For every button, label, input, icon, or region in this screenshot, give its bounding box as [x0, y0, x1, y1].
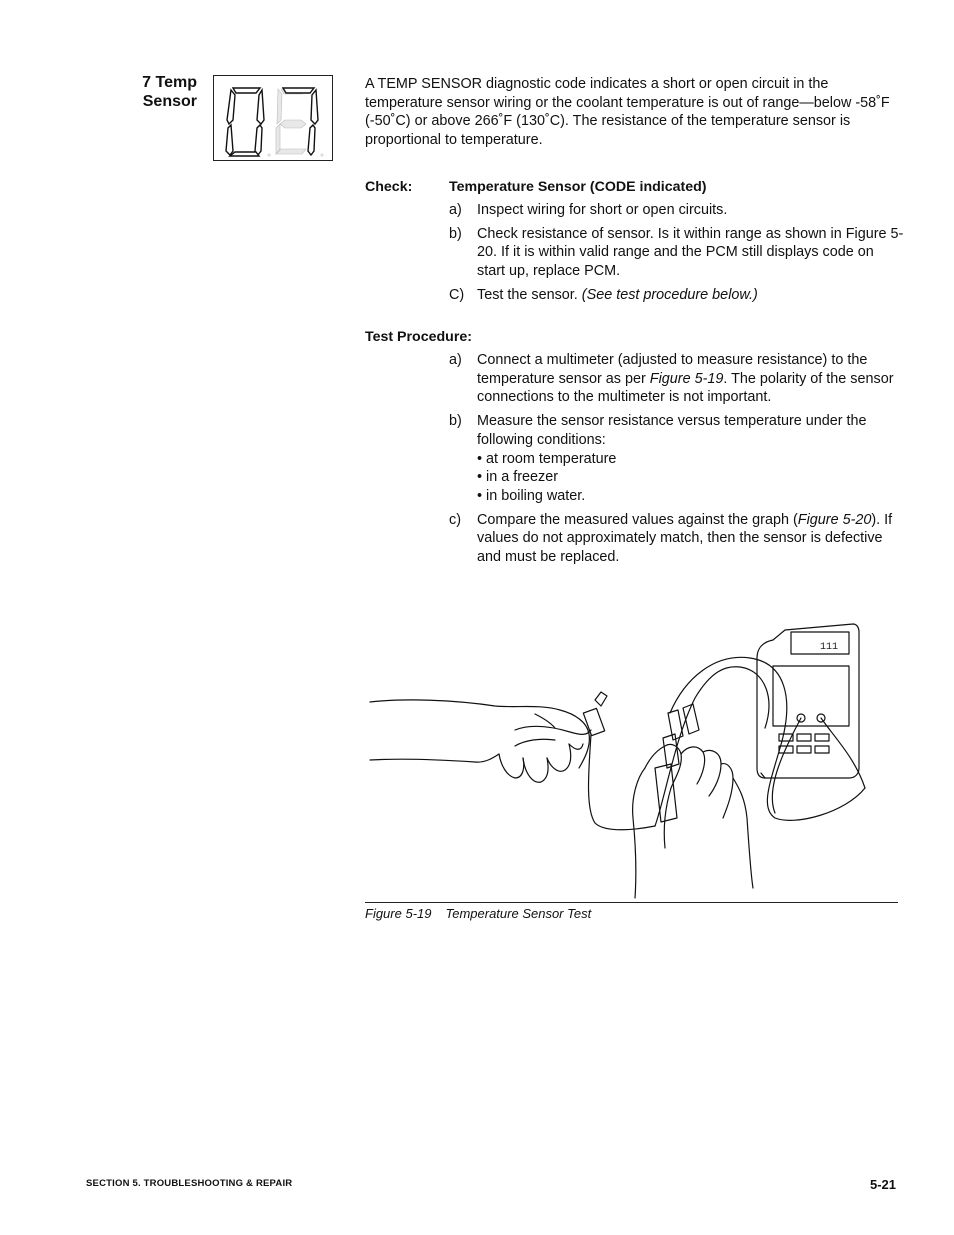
intro-paragraph: A TEMP SENSOR diagnostic code indicates a short or open circuit in the temperature sensor wiring or the coolant temperature is out of range—below -58˚F (-50˚C) or above 266˚F (130˚C). The resistance of the temperature sensor is proportional to temperature. — [365, 76, 890, 149]
section-title — [100, 73, 197, 111]
step-marker: c) — [449, 511, 461, 528]
step-text: Compare the measured values against the graph ( — [477, 511, 798, 528]
step-marker: b) — [449, 225, 462, 242]
page-number: 5-21 — [869, 1177, 896, 1192]
step-text: Connect a multimeter (adjusted to measure resistance) to the temperature sensor as per — [477, 352, 868, 387]
step-marker: a) — [449, 202, 462, 218]
figure-caption — [365, 906, 591, 921]
list-item — [449, 412, 904, 506]
list-item — [449, 511, 904, 567]
condition-bullet: • in boiling water. — [477, 487, 586, 504]
step-text: Measure the sensor resistance versus temperature under the following conditions: — [477, 413, 867, 448]
step-text: Test the sensor. — [477, 286, 578, 303]
section-title-line2: Sensor — [142, 93, 197, 110]
step-text: Check resistance of sensor. Is it within range as shown in Figure 5-20. If it is within valid range and the PCM still displays code on start up, replace PCM. — [477, 225, 904, 280]
check-steps — [449, 201, 904, 310]
check-heading: Temperature Sensor (CODE indicated) — [449, 179, 707, 195]
footer-section: SECTION 5. TROUBLESHOOTING & REPAIR — [86, 1178, 293, 1189]
check-label: Check: — [365, 179, 413, 195]
diagnostic-code-display — [213, 75, 333, 161]
step-text-cont: . The polarity of the sensor connections to the multimeter is not important. — [477, 370, 894, 406]
step-text-cont: ). If values do not approximately match, then the sensor is defective and must be replaced. — [477, 511, 893, 566]
list-item — [449, 225, 904, 281]
seven-segment-07-icon — [214, 76, 334, 162]
step-marker: a) — [449, 352, 462, 368]
figure-reference: Figure 5-19 — [649, 370, 724, 387]
condition-bullet: • at room temperature — [477, 450, 617, 467]
step-italic-note: (See test procedure below.) — [581, 286, 758, 303]
figure-rule — [365, 902, 898, 903]
list-item — [449, 286, 904, 305]
step-marker: b) — [449, 413, 462, 430]
list-item — [449, 351, 904, 407]
test-procedure-label: Test Procedure: — [365, 329, 472, 345]
figure-number: Figure 5-19 — [365, 906, 432, 921]
figure-title: Temperature Sensor Test — [445, 906, 592, 921]
list-item — [449, 201, 904, 220]
figure-illustration — [365, 618, 898, 900]
test-procedure-steps — [449, 351, 904, 572]
meter-reading: 111 — [820, 642, 839, 653]
step-marker: C) — [449, 286, 465, 303]
figure-reference: Figure 5-20 — [797, 511, 872, 528]
condition-bullet: • in a freezer — [477, 469, 559, 486]
step-text: Inspect wiring for short or open circuits. — [477, 202, 728, 218]
section-title-line1: 7 Temp — [142, 74, 197, 91]
temperature-sensor-test-illustration — [365, 618, 898, 900]
